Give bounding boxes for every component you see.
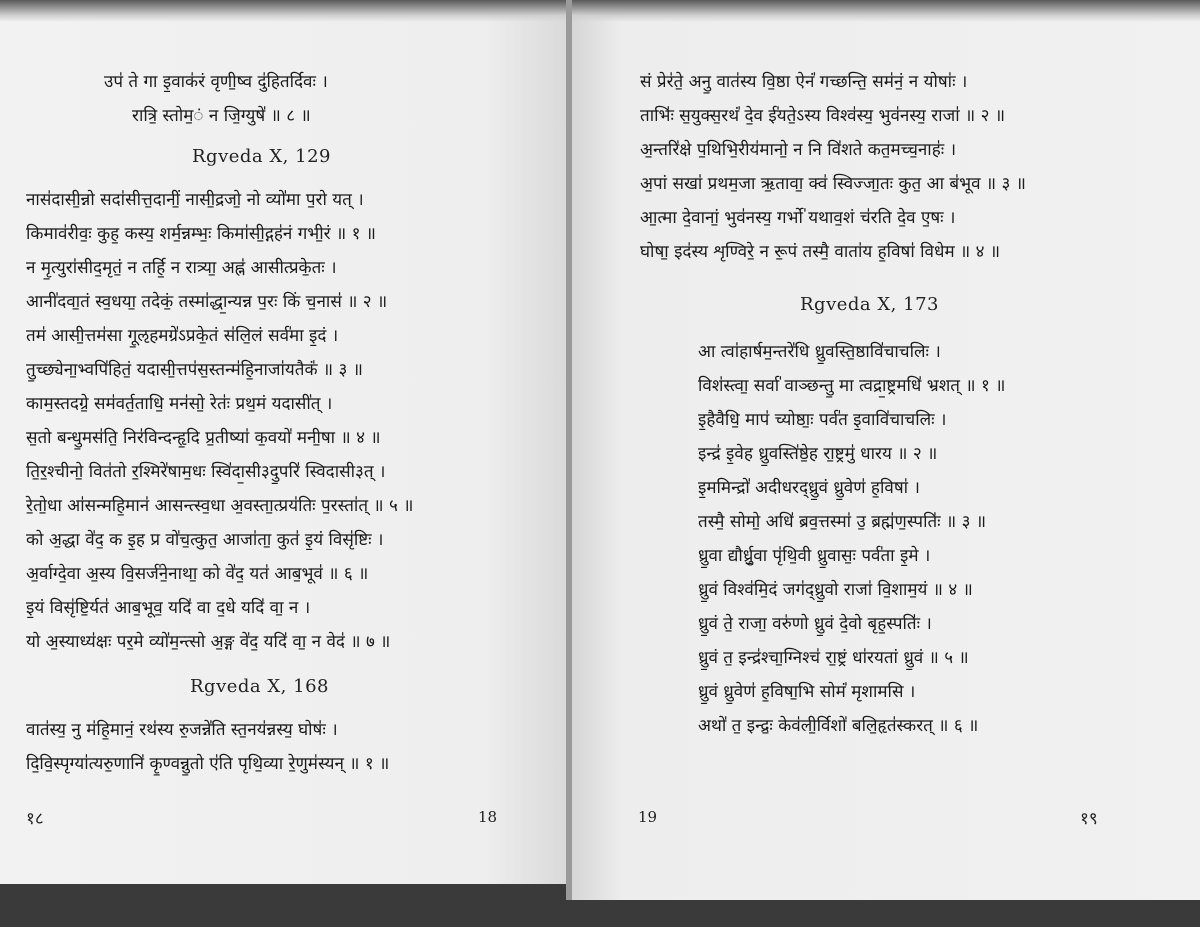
verse-line: ध्रु॒वा द्यौर्ध्रु॒वा पृ॑थि॒वी ध्रु॒वासः॒ पर्व॑ता इ॒मे । (698, 546, 931, 566)
verse-line: स॒तो बन्धु॒मस॑ति॒ निर॑विन्दन्हृ॒दि प्र॒तीष्या॑ क॒वयो॑ मनी॒षा ॥ ४ ॥ (26, 428, 381, 448)
verse-line: अ॒र्वाग्दे॒वा अ॒स्य वि॒सर्ज॑ने॒नाथा॒ को वे॑द॒ यत॑ आब॒भूव॑ ॥ ६ ॥ (26, 564, 369, 584)
verse-line: घोषा॒ इद॑स्य शृण्विरे॒ न रू॒पं तस्मै॒ वाता॑य ह॒विषा॑ विधेम ॥ ४ ॥ (640, 242, 1001, 262)
verse-line: तु॒च्छ्येना॒भ्वपि॑हितं॒ यदासी॒त्तप॑स॒स्तन्म॑हि॒नाजा॑यतैकं॑ ॥ ३ ॥ (26, 360, 363, 380)
verse-line: उप॑ ते गा इ॒वाक॑रं वृणी॒ष्व दु॑हितर्दिवः । (104, 72, 328, 92)
verse-line: इ॒ममिन्द्रो॑ अदीधरद्ध्रु॒वं ध्रु॒वेण॑ ह॒विषा॑ । (698, 478, 920, 498)
verse-line: ध्रु॒वं ध्रु॒वेण॑ ह॒विषा॒भि सोमं॑ मृशामसि । (698, 682, 916, 702)
page-number-devanagari: १९ (1080, 809, 1098, 829)
verse-line: ति॒र॒श्चीनो॒ वित॑तो र॒श्मिरे॑षाम॒धः स्वि॑दा॒सी३दु॒परि॑ स्विदासी३त् । (26, 462, 386, 482)
verse-line: ध्रु॒वं त॒ इन्द्र॑श्चा॒ग्निश्च॑ रा॒ष्ट्रं धा॑रयतां ध्रु॒वं ॥ ५ ॥ (698, 648, 969, 668)
verse-line: किमाव॑रीवः॒ कुह॒ कस्य॒ शर्म॒न्नम्भः॒ किमा॑सी॒द्गह॑नं गभी॒रं ॥ १ ॥ (26, 224, 376, 244)
verse-line: अथो॑ त॒ इन्द्रः॒ केव॑ली॒र्विशो॑ बलि॒हृत॑स्करत् ॥ ६ ॥ (698, 716, 979, 736)
hymn-heading: Rgveda X, 173 (800, 294, 939, 315)
page-number-devanagari: १८ (26, 809, 44, 829)
verse-line: ध्रु॒वं विश्व॑मि॒दं जग॑द्ध्रु॒वो राजा॑ वि॒शाम॒यं ॥ ४ ॥ (698, 580, 973, 600)
verse-line: ताभिः॑ स॒युक्स॒रथं॑ दे॒व ई॑यते॒ऽस्य विश्व॑स्य॒ भुव॑नस्य॒ राजा॑ ॥ २ ॥ (640, 106, 1006, 126)
verse-line: इ॒यं विसृ॑ष्टि॒र्यत॑ आब॒भूव॒ यदि॑ वा द॒धे यदि॑ वा॒ न । (26, 598, 311, 618)
verse-line: न मृ॒त्युरा॑सीद॒मृतं॒ न तर्हि॒ न रात्र्या॒ अह्न॑ आसीत्प्रके॒तः । (26, 258, 337, 278)
verse-line: इन्द्र॑ इ॒वेह ध्रु॒वस्ति॑ष्ठे॒ह रा॒ष्ट्रमु॑ धारय ॥ २ ॥ (698, 444, 938, 464)
verse-line: अ॒न्तरि॑क्षे प॒थिभि॒रीय॑मानो॒ न नि वि॑शते कत॒मच्च॒नाहः॑ । (640, 140, 957, 160)
page-number: 19 (638, 808, 658, 826)
verse-line: आ त्वा॑हार्षम॒न्तरे॑धि ध्रु॒वस्ति॒ष्ठावि॑चाचलिः । (698, 342, 941, 362)
page-number: 18 (478, 808, 498, 826)
verse-line: आ॒त्मा दे॒वानां॒ भुव॑नस्य॒ गर्भो॑ यथाव॒शं च॑रति दे॒व ए॒षः । (640, 208, 956, 228)
verse-line: विश॑स्त्वा॒ सर्वा॑ वाञ्छन्तु॒ मा त्वद्रा॒ष्ट्रमधि॑ भ्रशत् ॥ १ ॥ (698, 376, 1006, 396)
verse-line: दि॒वि॒स्पृग्या॑त्यरु॒णानि॑ कृ॒ण्वन्नु॒तो ए॑ति पृथि॒व्या रे॒णुम॑स्यन् ॥ १ ॥ (26, 754, 390, 774)
verse-line: इ॒हैवैधि॒ माप॑ च्योष्ठाः॒ पर्व॑त इ॒वावि॑चाचलिः । (698, 410, 947, 430)
verse-line: तम॑ आसी॒त्तम॑सा गू॒ऌहमग्रे॑ऽप्रके॒तं स॑लि॒लं सर्व॑मा इ॒दं । (26, 326, 339, 346)
hymn-heading: Rgveda X, 129 (192, 146, 331, 167)
verse-line: तस्मै॒ सोमो॒ अधि॑ ब्रव॒त्तस्मा॑ उ॒ ब्रह्म॑ण॒स्पतिः॑ ॥ ३ ॥ (698, 512, 987, 532)
verse-line: आनी॑दवा॒तं स्व॒धया॒ तदेकं॒ तस्मा॑द्धा॒न्यन्न प॒रः किं च॒नास॑ ॥ २ ॥ (26, 292, 388, 312)
verse-line: ध्रु॒वं ते॒ राजा॒ वरु॑णो ध्रु॒वं दे॒वो बृह॒स्पतिः॑ । (698, 614, 932, 634)
page-edge-shadow (0, 0, 570, 22)
left-page (0, 0, 570, 884)
verse-line: यो अ॒स्याध्य॑क्षः पर॒मे व्यो॑म॒न्त्सो अ॒ङ्ग वे॑द॒ यदि॑ वा॒ न वेद॑ ॥ ७ ॥ (26, 632, 391, 652)
hymn-heading: Rgveda X, 168 (190, 676, 329, 697)
verse-line: सं प्रेर॑ते॒ अनु॒ वात॑स्य वि॒ष्ठा ऐनं॑ गच्छन्ति॒ सम॑नं॒ न योषाः॑ । (640, 72, 968, 92)
right-page (572, 0, 1200, 900)
verse-line: रे॒तो॒धा आ॑सन्महि॒मान॑ आसन्त्स्व॒धा अ॒वस्ता॒त्प्रय॑तिः प॒रस्ता॑त् ॥ ५ ॥ (26, 496, 414, 516)
verse-line: वात॑स्य॒ नु म॑हि॒मानं॒ रथ॑स्य रु॒जन्ने॑ति स्त॒नय॑न्नस्य॒ घोषः॑ । (26, 720, 338, 740)
verse-line: को अ॒द्धा वे॑द॒ क इ॒ह प्र वो॑च॒त्कुत॒ आजा॑ता॒ कुत॑ इ॒यं विसृ॑ष्टिः । (26, 530, 384, 550)
verse-line: अ॒पां सखा॑ प्रथम॒जा ऋ॒तावा॒ क्व॑ स्विज्जा॒तः कुत॒ आ ब॑भूव ॥ ३ ॥ (640, 174, 1026, 194)
verse-line: रात्रि॒ स्तोम॒ं न जि॒ग्युषे॑ ॥ ८ ॥ (132, 106, 311, 126)
page-edge-shadow (572, 0, 1200, 22)
verse-line: नास॑दासी॒न्नो सदा॑सीत्त॒दानीं॒ नासी॒द्रजो॒ नो व्यो॑मा प॒रो यत् । (26, 190, 364, 210)
verse-line: काम॒स्तदग्रे॒ सम॑वर्त॒ताधि॒ मन॑सो॒ रेतः॑ प्रथ॒मं यदासी॑त् । (26, 394, 333, 414)
